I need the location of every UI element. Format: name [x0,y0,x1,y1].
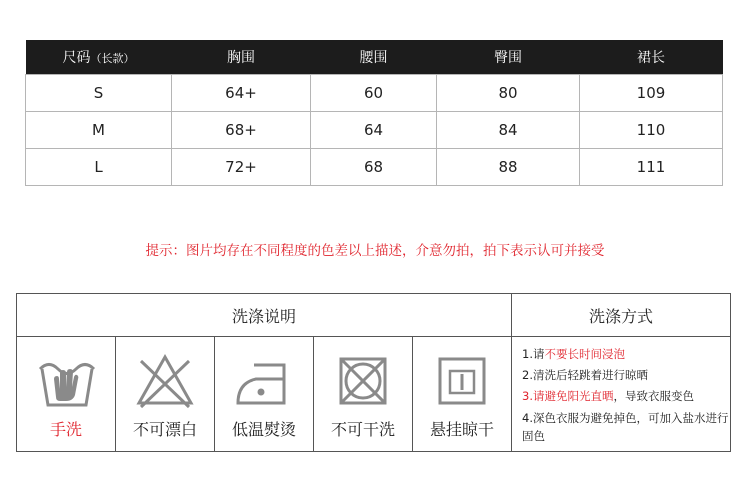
hand-wash-icon [36,349,96,411]
table-cell: 60 [311,75,437,112]
header-length: 裙长 [580,40,723,75]
table-cell: S [26,75,172,112]
method-item-2: 2.清洗后轻跳着进行晾晒 [522,368,648,382]
header-hip: 臀围 [437,40,580,75]
table-cell: 111 [580,149,723,186]
table-cell: L [26,149,172,186]
care-panel [16,293,731,452]
care-symbol-hang-dry [413,337,512,451]
low-iron-label: 低温熨烫 [231,420,296,439]
method-3-highlight: 3.请避免阳光直晒 [522,389,614,403]
table-cell: 109 [580,75,723,112]
care-symbol-no-dry-clean [314,337,413,451]
table-cell: 110 [580,112,723,149]
no-bleach-label: 不可漂白 [132,420,197,439]
header-size-label: 尺码 [62,50,91,66]
no-dry-clean-icon [333,349,393,411]
method-item-4: 4.深色衣服为避免掉色，可加入盐水进行固色 [522,411,729,443]
table-row [26,112,723,149]
hang-dry-label: 悬挂晾干 [429,420,494,439]
table-cell: 68+ [172,112,311,149]
header-waist: 腰围 [311,40,437,75]
method-item-1 [522,344,729,365]
method-3-suffix: ，导致衣服变色 [613,389,694,403]
color-difference-notice: 提示：图片均存在不同程度的色差以上描述，介意勿拍，拍下表示认可并接受 [145,243,605,259]
hand-wash-label: 手洗 [49,420,82,439]
table-cell: 72+ [172,149,311,186]
header-size-note: （长款） [90,52,135,65]
care-method-list [513,337,729,451]
table-cell: 64+ [172,75,311,112]
size-table [25,40,723,186]
care-method-title: 洗涤方式 [512,294,730,337]
header-bust: 胸围 [172,40,311,75]
table-row [26,149,723,186]
table-cell: 68 [311,149,437,186]
care-symbol-no-bleach [116,337,215,451]
care-symbol-low-iron [215,337,314,451]
low-iron-icon [234,349,294,411]
hang-dry-icon [432,349,492,411]
care-symbol-hand-wash [17,337,116,451]
size-table-header [26,40,723,75]
method-item-3 [522,386,729,407]
table-cell: M [26,112,172,149]
table-cell: 84 [437,112,580,149]
care-instructions-title: 洗涤说明 [17,294,512,337]
table-cell: 88 [437,149,580,186]
table-row [26,75,723,112]
header-size [26,40,172,75]
table-cell: 80 [437,75,580,112]
no-dry-clean-label: 不可干洗 [330,420,395,439]
table-cell: 64 [311,112,437,149]
method-1-highlight: 不要长时间浸泡 [544,347,625,361]
no-bleach-icon [135,349,195,411]
method-1-prefix: 1.请 [522,347,545,361]
